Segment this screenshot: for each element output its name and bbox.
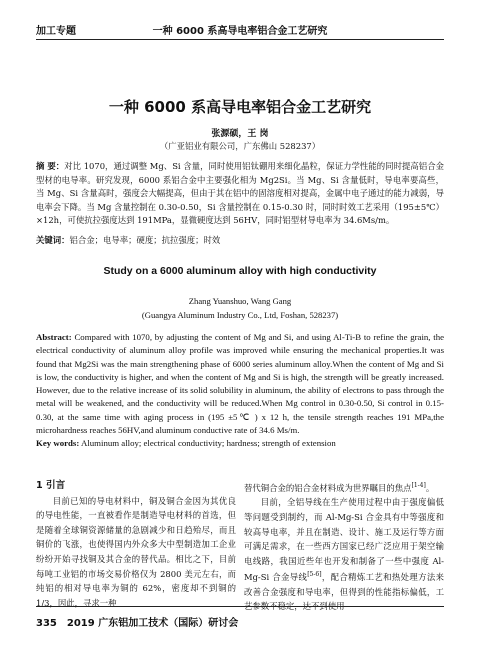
intro-paragraph-left: 目前已知的导电材料中，铜及铜合金因为其优良的导电性能，一直被看作是制造导电材料的首选，但是随着全球铜资源储量的急剧减少和日趋殆尽，而且铜价的飞涨，也使得国内外众多大中型制造加工企业纷纷开始寻找铜及其合金的替代品。相比之下，目前每吨工业铝的市场交易价格仅为 2800 美元左右，而纯铝的相对导电率为铜的 62%，密度却不到铜的 1/3，因此，寻求一种 [36, 495, 236, 608]
abstract-cn [36, 160, 444, 228]
citation-5-6: [5-6] [307, 571, 322, 579]
journal-name: 2019 广东铝加工技术（国际）研讨会 [66, 618, 239, 629]
left-column [36, 479, 236, 610]
running-header [36, 22, 444, 36]
abstract-cn-label: 摘 要： [36, 161, 65, 171]
authors-en: Zhang Yuanshuo, Wang Gang [188, 296, 292, 306]
intro-paragraph-right-2 [244, 495, 444, 614]
header-section: 加工专题 [36, 26, 76, 37]
intro-right-2-text: 目前，全铝导线在生产使用过程中由于强度偏低等问题受到制约，而 Al-Mg-Si 合金具有中等强度和较高导电率，并且在制造、设计、施工及运行等方面可满足需求，在一些西方国家已经广泛应用于架空输电线路，我国近些年也开发和制备了一些中强度 Al-Mg-Si 合金导线 [244, 497, 444, 583]
affiliation-en: (Guangya Aluminum Industry Co., Ltd, Foshan, 528237) [141, 310, 339, 320]
intro-right-1-text: 替代铜合金的铝合金材料成为世界瞩目的焦点 [244, 482, 412, 493]
keywords-en-text: Aluminum alloy; electrical conductivity; hardness; strength of extension [80, 438, 336, 448]
keywords-cn-text: 铝合金；电导率；硬度；抗拉强度；时效 [69, 235, 221, 245]
page-number: 335 [36, 618, 57, 629]
affiliation-cn: （广亚铝业有限公司，广东佛山 528237） [159, 141, 321, 151]
abstract-cn-text: 对比 1070，通过调整 Mg、Si 含量，同时使用铝钛硼用来细化晶粒，保证力学性能的同时提高铝合金型材的电导率。研究发现，6000 系铝合金中主要强化相为 Mg2Si。当 Mg、Si 含量低时，导电率要高些，当 Mg、Si 含量高时，强度会大幅提高，但由于其在铝中的固溶度相对提高，金属中电子通过的能力减弱，导电率会下降。当 Mg 含量控制在 0.30-0.50，Si 含量控制在 0.15-0.30 时，同时时效工艺采用（195±5℃）×12h，可使抗拉强度达到 191MPa，显微硬度达到 56HV，同时铝型材导电率为 34.6Ms/m。 [36, 161, 444, 225]
keywords-cn [36, 234, 444, 248]
footer-rule [36, 606, 444, 607]
authors-cn: 张源硕，王 岗 [211, 129, 269, 139]
page-footer [36, 614, 444, 629]
section-heading-intro: 1 引言 [36, 480, 66, 491]
keywords-en [36, 437, 444, 450]
abstract-en-text: Compared with 1070, by adjusting the content of Mg and Si, and using Al-Ti-B to refine the grain, the electrical conductivity of aluminum alloy profile was improved while ensuring the mechanical properties.It was found that Mg2Si was the main strengthening phase of 6000 series aluminum alloy.When the content of Mg and Si is low, the conductivity is higher, and when the content of Mg and Si is high, the strength will be greatly increased. However, due to the relative increase of its solid solubility in aluminum, the ability of electrons to pass through the metal will be weakened, and the conductivity will be reduced.When Mg control in 0.30-0.50, Si control in 0.15-0.30, at the same time with aging process in (195 ±5℃ ) x 12 h, the tensile strength reaches 191 MPa,the microhardness reaches 56HV,and aluminum conductive rate of 34.6 Ms/m. [36, 332, 444, 436]
keywords-cn-label: 关键词： [36, 235, 70, 245]
keywords-en-label: Key words: [36, 438, 80, 448]
intro-right-2-end: ，配合精炼工艺和热处理方法来改善合金强度和导电率，但得到的性能指标偏低，工艺参数不稳定，达不到使用 [244, 572, 444, 612]
intro-right-1-end: 。 [425, 482, 435, 493]
header-running-title: 一种 6000 系高导电率铝合金工艺研究 [152, 26, 328, 37]
header-rule [36, 39, 444, 40]
citation-1-4: [1-4] [411, 482, 426, 489]
paper-title-en: Study on a 6000 aluminum alloy with high conductivity [103, 265, 377, 277]
intro-paragraph-right-1 [244, 479, 444, 495]
paper-title-cn: 一种 6000 系高导电率铝合金工艺研究 [108, 98, 372, 116]
right-column [244, 479, 444, 614]
abstract-en-label: Abstract: [36, 332, 72, 342]
abstract-en [36, 331, 444, 437]
